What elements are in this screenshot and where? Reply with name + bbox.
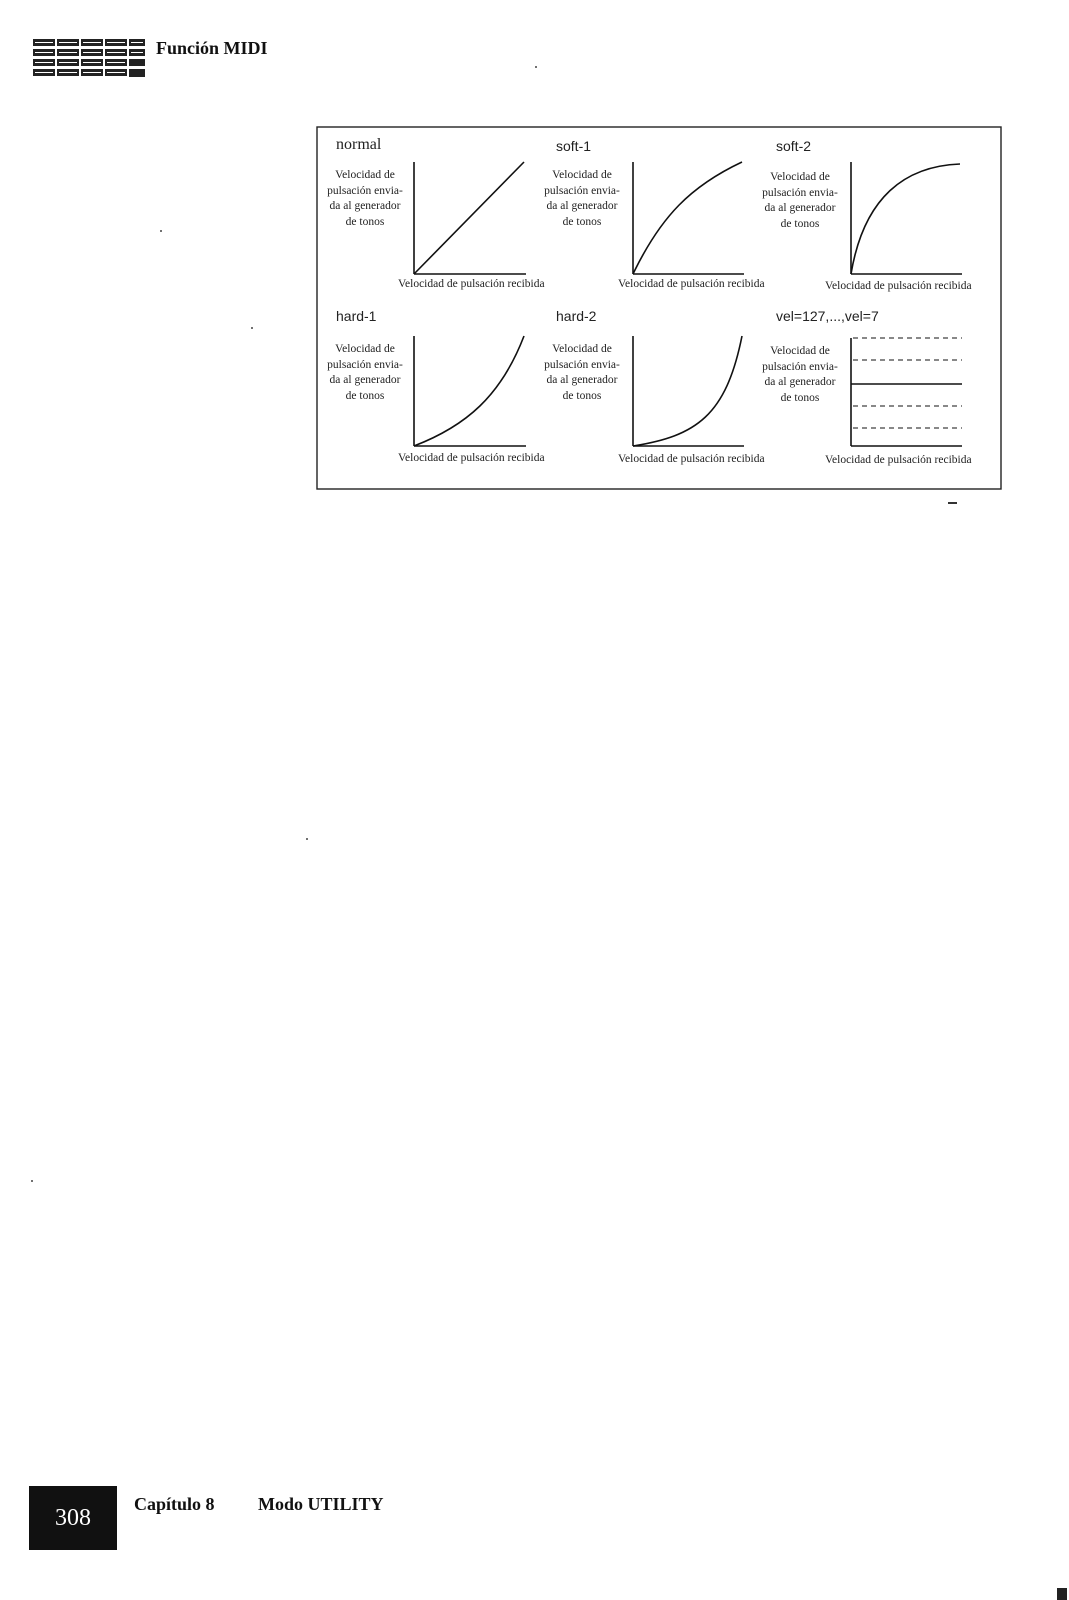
panel-vel-y-label: Velocidad de pulsación envia- da al generador de tonos (762, 345, 838, 404)
panel-hard1-x-label: Velocidad de pulsación recibida (398, 452, 545, 464)
footer-mode: Modo UTILITY (258, 1494, 384, 1514)
panel-hard2-plot (633, 336, 744, 446)
section-logo (33, 39, 145, 77)
scan-speck (535, 66, 537, 68)
panel-hard1-curve (414, 336, 524, 446)
panel-soft2-plot (851, 162, 962, 274)
panel-hard1-y-label: Velocidad de pulsación envia- da al generador de tonos (327, 343, 403, 402)
panel-vel-fixed-plot (851, 338, 962, 446)
page-number: 308 (29, 1486, 117, 1550)
panel-hard1-plot (414, 336, 526, 446)
panel-normal-curve (414, 162, 524, 274)
panel-hard2-x-label: Velocidad de pulsación recibida (618, 453, 765, 465)
velocity-curves-figure (316, 126, 1002, 490)
panel-normal-title: normal (336, 136, 382, 153)
scan-speck (306, 838, 308, 840)
scan-speck (31, 1180, 33, 1182)
velocity-curves-graphic (316, 126, 1002, 490)
panel-soft2-x-label: Velocidad de pulsación recibida (825, 280, 972, 292)
scan-speck (251, 327, 253, 329)
panel-soft2-title: soft-2 (776, 138, 812, 154)
section-title: Función MIDI (156, 38, 268, 58)
scan-speck (160, 230, 162, 232)
panel-soft1-x-label: Velocidad de pulsación recibida (618, 278, 765, 290)
panel-soft2-y-label: Velocidad de pulsación envia- da al generador de tonos (762, 171, 838, 230)
corner-mark (1057, 1588, 1067, 1600)
section-logo-graphic (33, 39, 145, 77)
panel-soft1-title: soft-1 (556, 138, 592, 154)
panel-soft2-curve (851, 164, 960, 274)
panel-hard2-title: hard-2 (556, 308, 597, 324)
panel-vel-x-label: Velocidad de pulsación recibida (825, 454, 972, 466)
panel-soft1-y-label: Velocidad de pulsación envia- da al generador de tonos (544, 169, 620, 228)
panel-normal-y-label: Velocidad de pulsación envia- da al generador de tonos (327, 169, 403, 228)
panel-soft1-curve (633, 162, 742, 274)
panel-hard2-y-label: Velocidad de pulsación envia- da al generador de tonos (544, 343, 620, 402)
panel-normal-x-label: Velocidad de pulsación recibida (398, 278, 545, 290)
panel-hard2-curve (633, 336, 742, 446)
stray-mark (948, 502, 957, 504)
footer-chapter: Capítulo 8 (134, 1494, 215, 1514)
panel-normal-plot (414, 162, 526, 274)
panel-vel-title: vel=127,...,vel=7 (776, 308, 879, 324)
panel-soft1-plot (633, 162, 744, 274)
figure-frame (317, 127, 1001, 489)
panel-hard1-title: hard-1 (336, 308, 377, 324)
